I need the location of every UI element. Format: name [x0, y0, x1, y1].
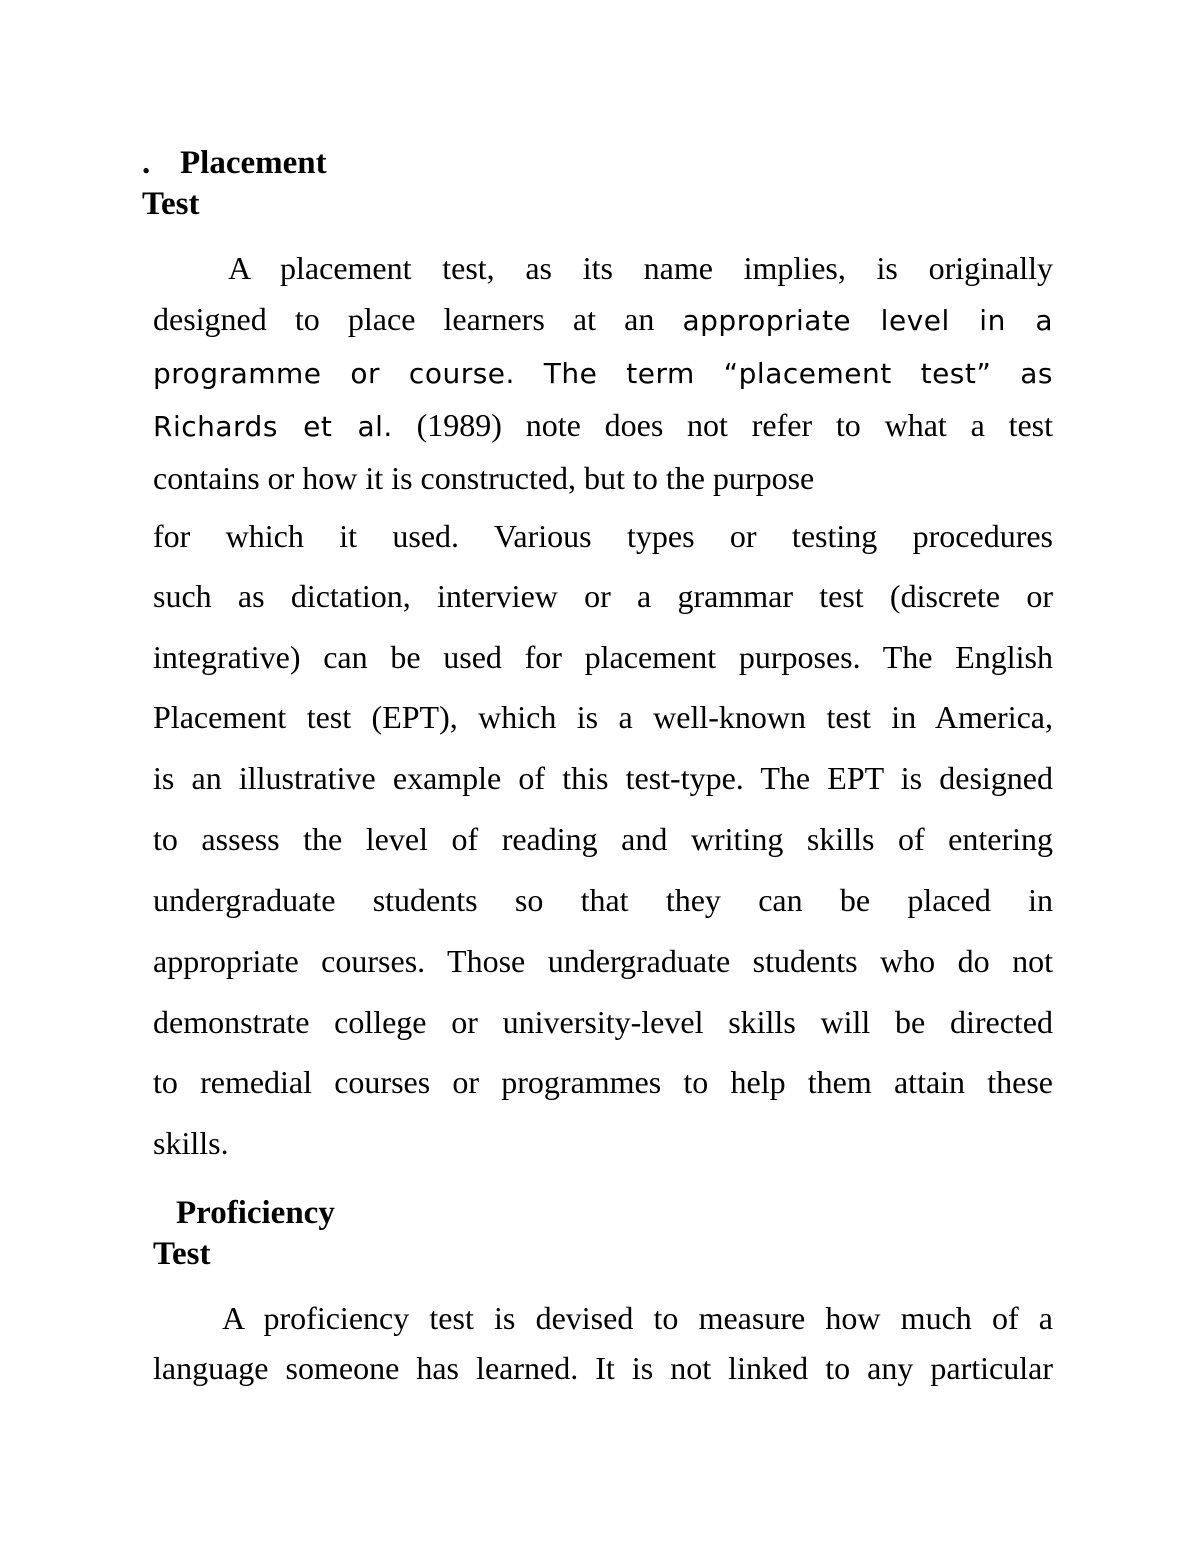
paragraph-line: to assess the level of reading and writing skills of entering	[153, 821, 1053, 857]
paragraph-line: Richards et al. (1989) note does not refer to what a test	[153, 407, 1054, 443]
paragraph-line: is an illustrative example of this test-type. The EPT is designed	[153, 760, 1053, 796]
paragraph-line: undergraduate students so that they can be placed in	[153, 882, 1053, 918]
paragraph-line: integrative) can be used for placement purposes. The English	[153, 639, 1053, 675]
paragraph-line: to remedial courses or programmes to help them attain these	[153, 1064, 1053, 1100]
paragraph-line: programme or course. The term “placement test” as	[153, 357, 1053, 390]
paragraph-line: skills.	[153, 1125, 229, 1161]
paragraph-line: appropriate courses. Those undergraduate students who do not	[153, 943, 1053, 979]
paragraph-line: for which it used. Various types or testing procedures	[153, 518, 1053, 554]
paragraph-line: designed to place learners at an appropriate level in a	[153, 301, 1053, 337]
paragraph-line: Placement test (EPT), which is a well-known test in America,	[153, 699, 1053, 735]
paragraph-line: language someone has learned. It is not linked to any particular	[153, 1350, 1053, 1386]
heading-line-2: Test	[142, 186, 200, 222]
heading-line-1: Placement	[180, 145, 327, 181]
heading-proficiency-test	[153, 1193, 335, 1275]
heading-bullet: .	[142, 145, 151, 181]
paragraph-line: A placement test, as its name implies, is originally	[228, 250, 1053, 286]
paragraph-line: demonstrate college or university-level skills will be directed	[153, 1004, 1053, 1040]
paragraph-line: such as dictation, interview or a grammar test (discrete or	[153, 578, 1053, 614]
heading-line-1: Proficiency	[176, 1195, 335, 1231]
heading-placement-test	[142, 143, 327, 225]
paragraph-line: A proficiency test is devised to measure how much of a	[222, 1300, 1053, 1336]
heading-line-2: Test	[153, 1236, 211, 1272]
paragraph-line: contains or how it is constructed, but to the purpose	[153, 460, 815, 496]
